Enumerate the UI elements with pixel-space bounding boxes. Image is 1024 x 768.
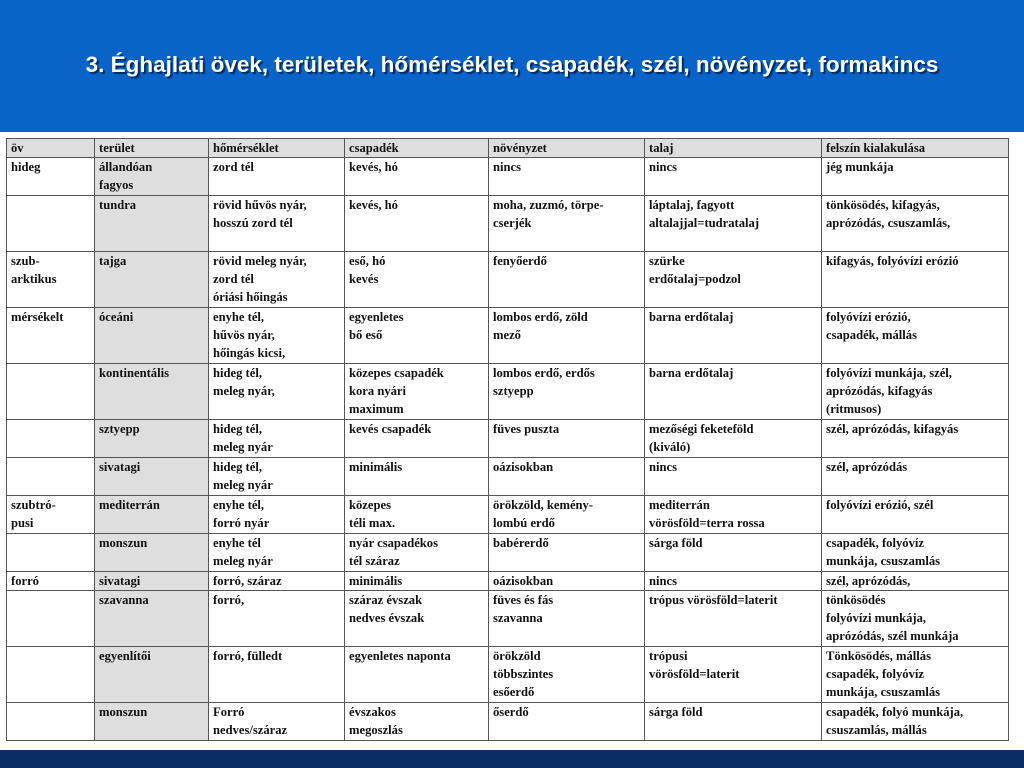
cell-novenyzet: örökzöld többszintes esőerdő (489, 647, 645, 703)
cell-homerseklet: enyhe tél, hűvös nyár, hőingás kicsi, (209, 308, 345, 364)
cell-felszin: folyóvízi erózió, szél (822, 496, 1009, 534)
header-cell-homerseklet: hőmérséklet (209, 139, 345, 158)
cell-novenyzet: lombos erdő, erdős sztyepp (489, 364, 645, 420)
cell-csapadek: közepes téli max. (345, 496, 489, 534)
cell-felszin: kifagyás, folyóvízi erózió (822, 252, 1009, 308)
cell-ov (7, 647, 95, 703)
cell-ov (7, 420, 95, 458)
cell-terulet: tundra (95, 196, 209, 252)
cell-homerseklet: enyhe tél, forró nyár (209, 496, 345, 534)
cell-talaj: nincs (645, 458, 822, 496)
cell-novenyzet: örökzöld, kemény- lombú erdő (489, 496, 645, 534)
cell-terulet: szavanna (95, 591, 209, 647)
cell-felszin: szél, aprózódás (822, 458, 1009, 496)
cell-ov: mérsékelt (7, 308, 95, 364)
cell-csapadek: minimális (345, 458, 489, 496)
cell-felszin: szél, aprózódás, kifagyás (822, 420, 1009, 458)
cell-csapadek: évszakos megoszlás (345, 703, 489, 741)
cell-csapadek: nyár csapadékos tél száraz (345, 534, 489, 572)
cell-talaj: trópusi vörösföld=laterit (645, 647, 822, 703)
cell-felszin: jég munkája (822, 158, 1009, 196)
cell-felszin: folyóvízi munkája, szél, aprózódás, kifagyás (ritmusos) (822, 364, 1009, 420)
cell-homerseklet: zord tél (209, 158, 345, 196)
cell-csapadek: kevés, hó (345, 196, 489, 252)
cell-homerseklet: enyhe tél meleg nyár (209, 534, 345, 572)
cell-felszin: folyóvízi erózió, csapadék, mállás (822, 308, 1009, 364)
cell-novenyzet: lombos erdő, zöld mező (489, 308, 645, 364)
cell-homerseklet: forró, fülledt (209, 647, 345, 703)
table-row (7, 591, 1009, 647)
cell-novenyzet: füves puszta (489, 420, 645, 458)
cell-ov: hideg (7, 158, 95, 196)
cell-novenyzet: oázisokban (489, 572, 645, 591)
cell-csapadek: egyenletes naponta (345, 647, 489, 703)
cell-novenyzet: oázisokban (489, 458, 645, 496)
cell-felszin: csapadék, folyó munkája, csuszamlás, mállás (822, 703, 1009, 741)
cell-csapadek: kevés csapadék (345, 420, 489, 458)
cell-homerseklet: forró, száraz (209, 572, 345, 591)
cell-ov (7, 534, 95, 572)
cell-homerseklet: rövid hűvös nyár, hosszú zord tél (209, 196, 345, 252)
table-row (7, 458, 1009, 496)
cell-ov (7, 196, 95, 252)
cell-ov (7, 591, 95, 647)
cell-ov: forró (7, 572, 95, 591)
table-row (7, 647, 1009, 703)
table-row (7, 703, 1009, 741)
cell-talaj: nincs (645, 158, 822, 196)
slide-title: 3. Éghajlati övek, területek, hőmérséklet, csapadék, szél, növényzet, formakincs (85, 52, 939, 77)
cell-homerseklet: forró, (209, 591, 345, 647)
table-row (7, 308, 1009, 364)
cell-novenyzet: füves és fás szavanna (489, 591, 645, 647)
cell-ov: szubtró- pusi (7, 496, 95, 534)
cell-talaj: láptalaj, fagyott altalajjal=tudratalaj (645, 196, 822, 252)
cell-novenyzet: fenyőerdő (489, 252, 645, 308)
cell-terulet: monszun (95, 703, 209, 741)
cell-novenyzet: moha, zuzmó, törpe- cserjék (489, 196, 645, 252)
table-row (7, 196, 1009, 252)
table-row (7, 364, 1009, 420)
cell-felszin: tönkösödés folyóvízi munkája, aprózódás, szél munkája (822, 591, 1009, 647)
cell-terulet: sivatagi (95, 458, 209, 496)
table-row (7, 420, 1009, 458)
slide-header (0, 0, 1024, 132)
cell-novenyzet: nincs (489, 158, 645, 196)
slide-footer (0, 750, 1024, 768)
header-cell-terulet: terület (95, 139, 209, 158)
cell-felszin: szél, aprózódás, (822, 572, 1009, 591)
cell-terulet: sztyepp (95, 420, 209, 458)
cell-ov (7, 458, 95, 496)
cell-homerseklet: hideg tél, meleg nyár, (209, 364, 345, 420)
cell-terulet: sivatagi (95, 572, 209, 591)
cell-novenyzet: babérerdő (489, 534, 645, 572)
cell-felszin: Tönkösödés, mállás csapadék, folyóvíz munkája, csuszamlás (822, 647, 1009, 703)
cell-terulet: tajga (95, 252, 209, 308)
cell-ov (7, 364, 95, 420)
cell-ov: szub- arktikus (7, 252, 95, 308)
cell-ov (7, 703, 95, 741)
header-cell-novenyzet: növényzet (489, 139, 645, 158)
cell-homerseklet: hideg tél, meleg nyár (209, 458, 345, 496)
cell-csapadek: száraz évszak nedves évszak (345, 591, 489, 647)
cell-felszin: csapadék, folyóvíz munkája, csuszamlás (822, 534, 1009, 572)
cell-csapadek: kevés, hó (345, 158, 489, 196)
header-cell-talaj: talaj (645, 139, 822, 158)
cell-terulet: monszun (95, 534, 209, 572)
table-row (7, 496, 1009, 534)
cell-talaj: barna erdőtalaj (645, 364, 822, 420)
header-cell-csapadek: csapadék (345, 139, 489, 158)
cell-novenyzet: őserdő (489, 703, 645, 741)
table-row (7, 158, 1009, 196)
cell-talaj: sárga föld (645, 534, 822, 572)
cell-csapadek: egyenletes bő eső (345, 308, 489, 364)
header-cell-felszin: felszín kialakulása (822, 139, 1009, 158)
cell-talaj: barna erdőtalaj (645, 308, 822, 364)
cell-terulet: egyenlítői (95, 647, 209, 703)
table-header-row (7, 139, 1009, 158)
cell-terulet: óceáni (95, 308, 209, 364)
table-row (7, 572, 1009, 591)
cell-homerseklet: rövid meleg nyár, zord tél óriási hőingás (209, 252, 345, 308)
cell-terulet: állandóan fagyos (95, 158, 209, 196)
cell-terulet: mediterrán (95, 496, 209, 534)
header-cell-ov: öv (7, 139, 95, 158)
cell-talaj: szürke erdőtalaj=podzol (645, 252, 822, 308)
cell-terulet: kontinentális (95, 364, 209, 420)
cell-felszin: tönkösödés, kifagyás, aprózódás, csuszamlás, (822, 196, 1009, 252)
climate-zones-table (6, 138, 1009, 741)
cell-talaj: nincs (645, 572, 822, 591)
cell-csapadek: minimális (345, 572, 489, 591)
cell-talaj: sárga föld (645, 703, 822, 741)
table-row (7, 534, 1009, 572)
cell-talaj: mezőségi feketeföld (kiváló) (645, 420, 822, 458)
cell-csapadek: közepes csapadék kora nyári maximum (345, 364, 489, 420)
cell-talaj: trópus vörösföld=laterit (645, 591, 822, 647)
cell-csapadek: eső, hó kevés (345, 252, 489, 308)
cell-talaj: mediterrán vörösföld=terra rossa (645, 496, 822, 534)
cell-homerseklet: Forró nedves/száraz (209, 703, 345, 741)
table-row (7, 252, 1009, 308)
cell-homerseklet: hideg tél, meleg nyár (209, 420, 345, 458)
